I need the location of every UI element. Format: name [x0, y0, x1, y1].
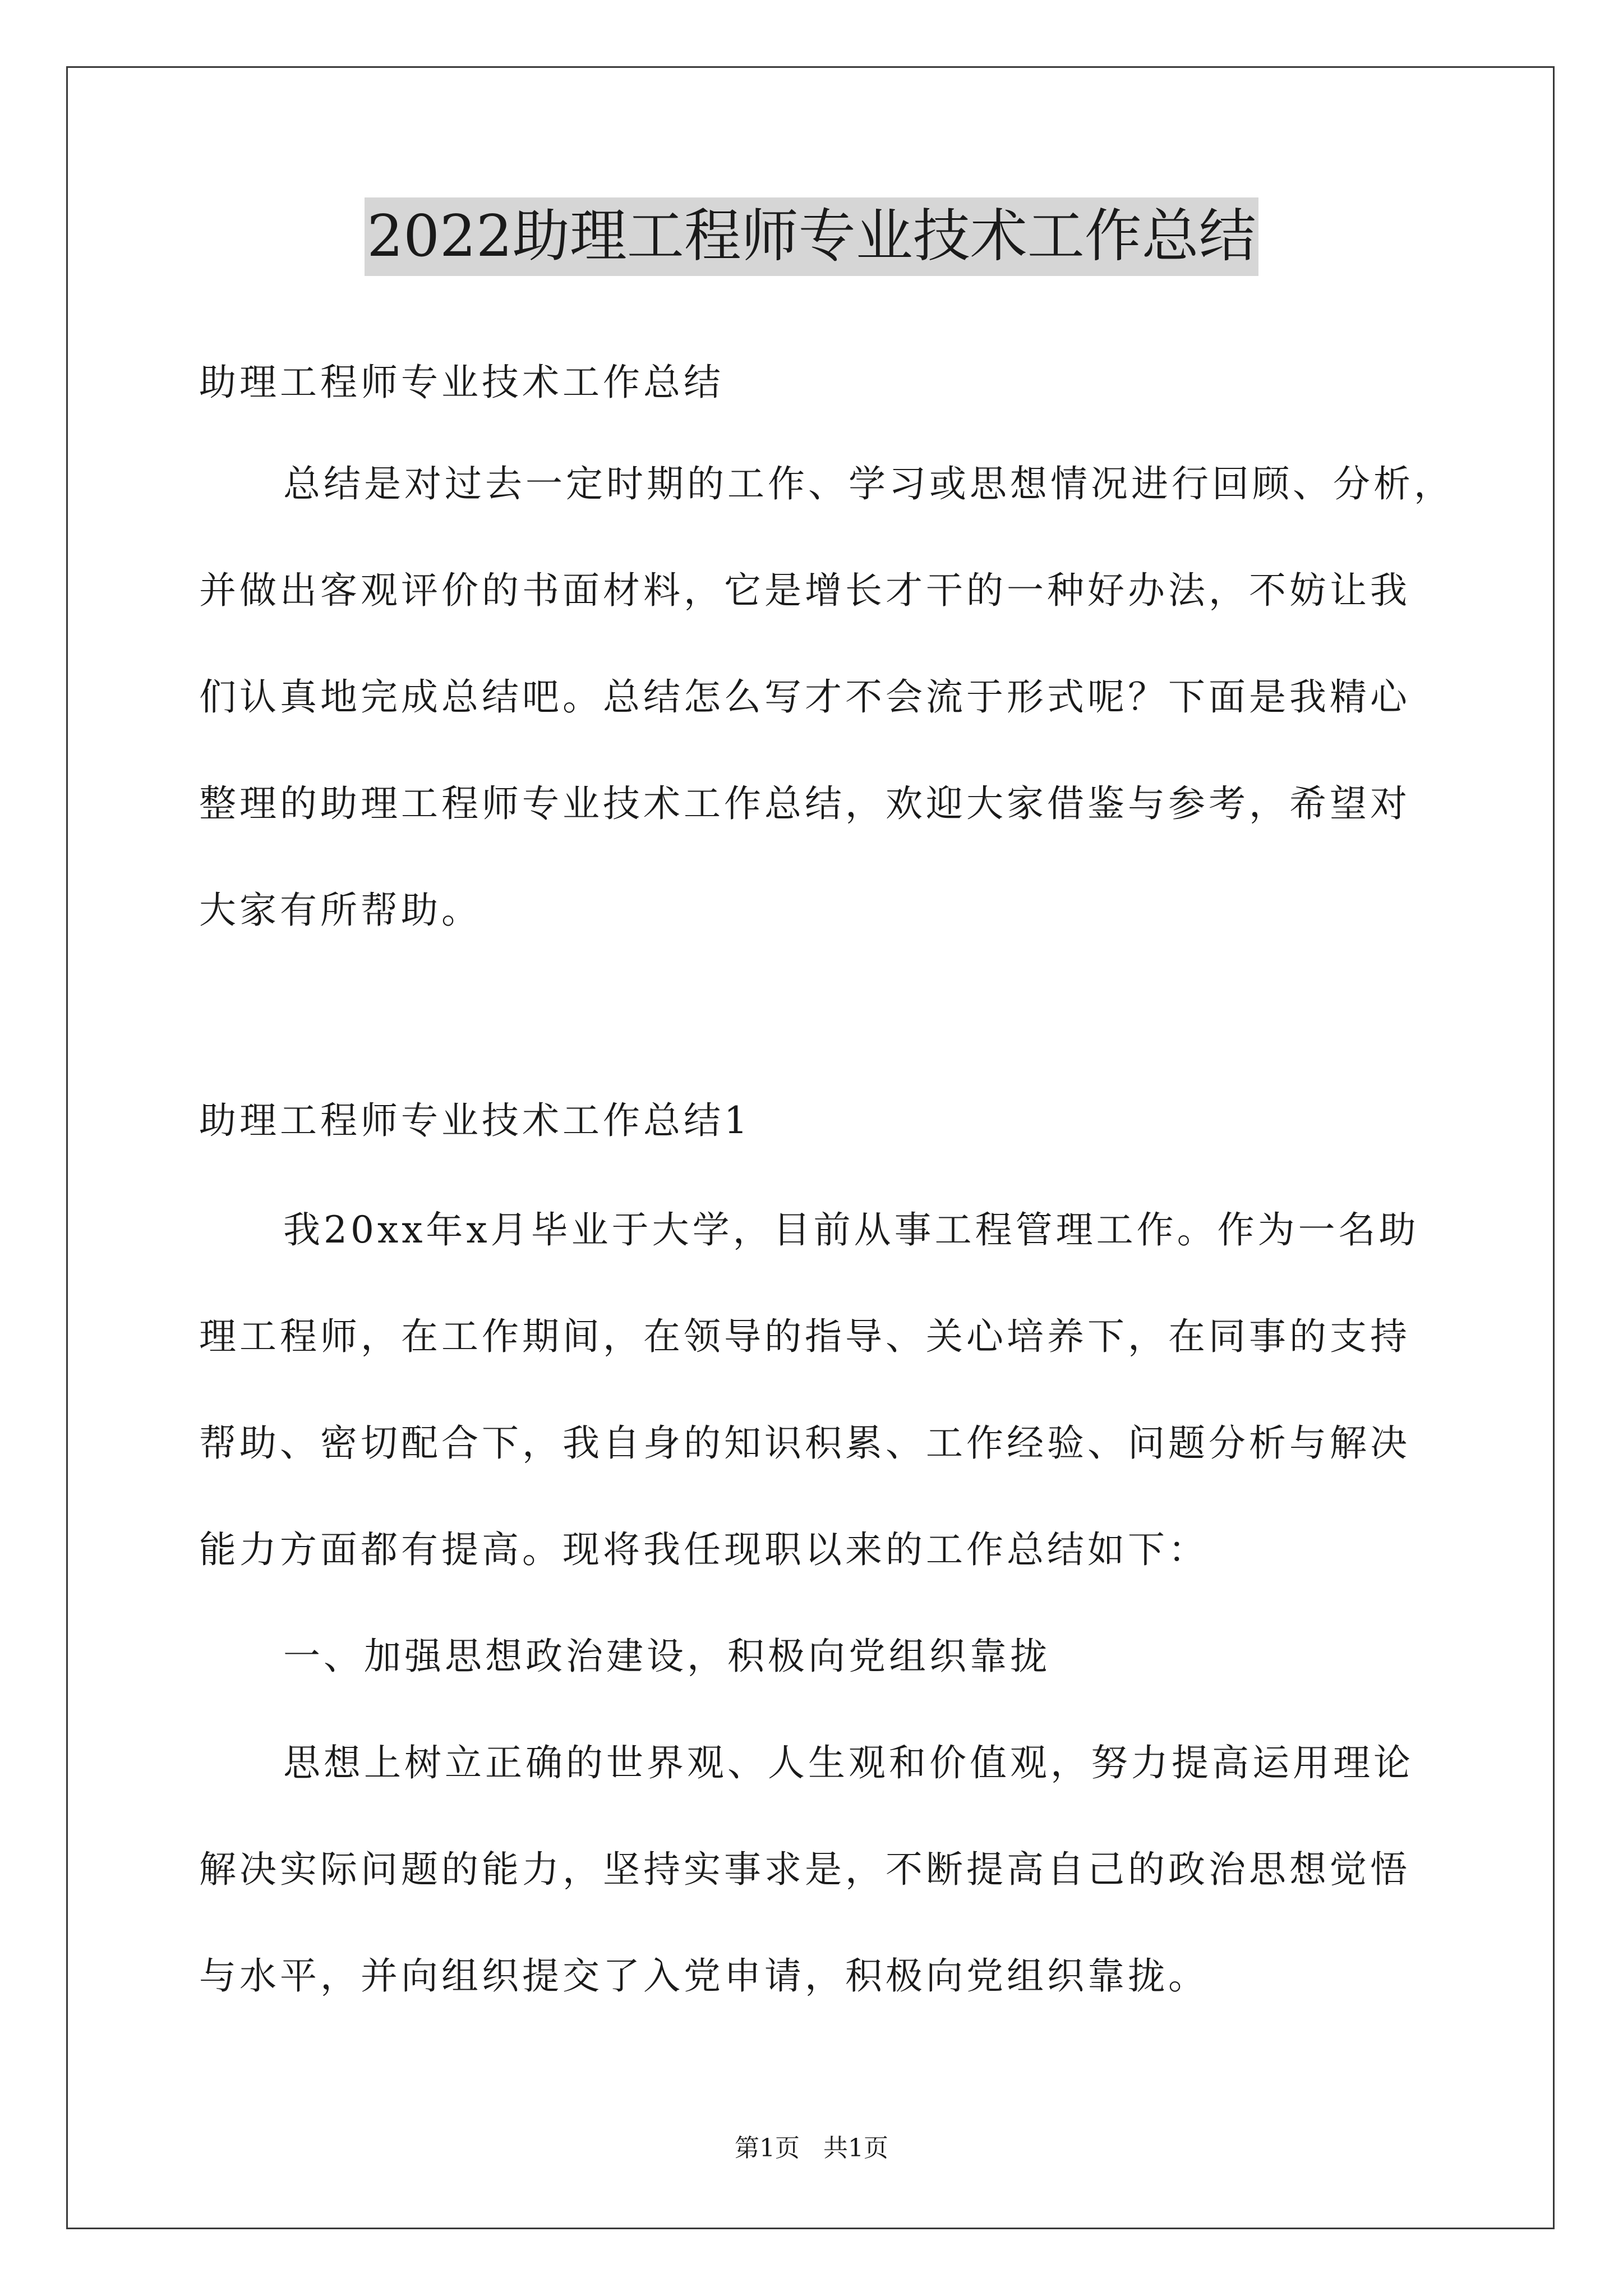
- point-heading: 一、加强思想政治建设，积极向党组织靠拢: [283, 1635, 1050, 1678]
- page-total: 共1页: [823, 2134, 888, 2162]
- section-line: 我20xx年x月毕业于大学，目前从事工程管理工作。作为一名助: [283, 1208, 1419, 1251]
- section-heading: 助理工程师专业技术工作总结1: [199, 1099, 751, 1142]
- intro-line: 大家有所帮助。: [199, 889, 482, 932]
- section-line: 能力方面都有提高。现将我任现职以来的工作总结如下：: [199, 1528, 1209, 1571]
- point-line: 思想上树立正确的世界观、人生观和价值观，努力提高运用理论: [283, 1741, 1414, 1784]
- point-line: 与水平，并向组织提交了入党申请，积极向党组织靠拢。: [199, 1954, 1209, 1998]
- page-footer: [0, 2132, 1623, 2165]
- document-subtitle: 助理工程师专业技术工作总结: [199, 361, 724, 404]
- title-container: [0, 197, 1623, 276]
- page-number: 第1页: [735, 2134, 800, 2162]
- document-title: 2022助理工程师专业技术工作总结: [365, 197, 1258, 276]
- point-paragraph: [199, 1710, 1433, 2030]
- intro-line: 总结是对过去一定时期的工作、学习或思想情况进行回顾、分析，: [283, 462, 1454, 505]
- section-paragraph: [199, 1177, 1433, 1603]
- point-line: 解决实际问题的能力，坚持实事求是，不断提高自己的政治思想觉悟: [199, 1848, 1410, 1891]
- point-heading-block: [199, 1603, 1433, 1710]
- intro-paragraph: [199, 431, 1454, 964]
- intro-line: 并做出客观评价的书面材料，它是增长才干的一种好办法，不妨让我: [199, 569, 1410, 612]
- section-line: 帮助、密切配合下，我自身的知识积累、工作经验、问题分析与解决: [199, 1421, 1410, 1465]
- intro-line: 整理的助理工程师专业技术工作总结，欢迎大家借鉴与参考，希望对: [199, 782, 1410, 825]
- intro-line: 们认真地完成总结吧。总结怎么写才不会流于形式呢？下面是我精心: [199, 675, 1410, 719]
- section-line: 理工程师，在工作期间，在领导的指导、关心培养下，在同事的支持: [199, 1315, 1410, 1358]
